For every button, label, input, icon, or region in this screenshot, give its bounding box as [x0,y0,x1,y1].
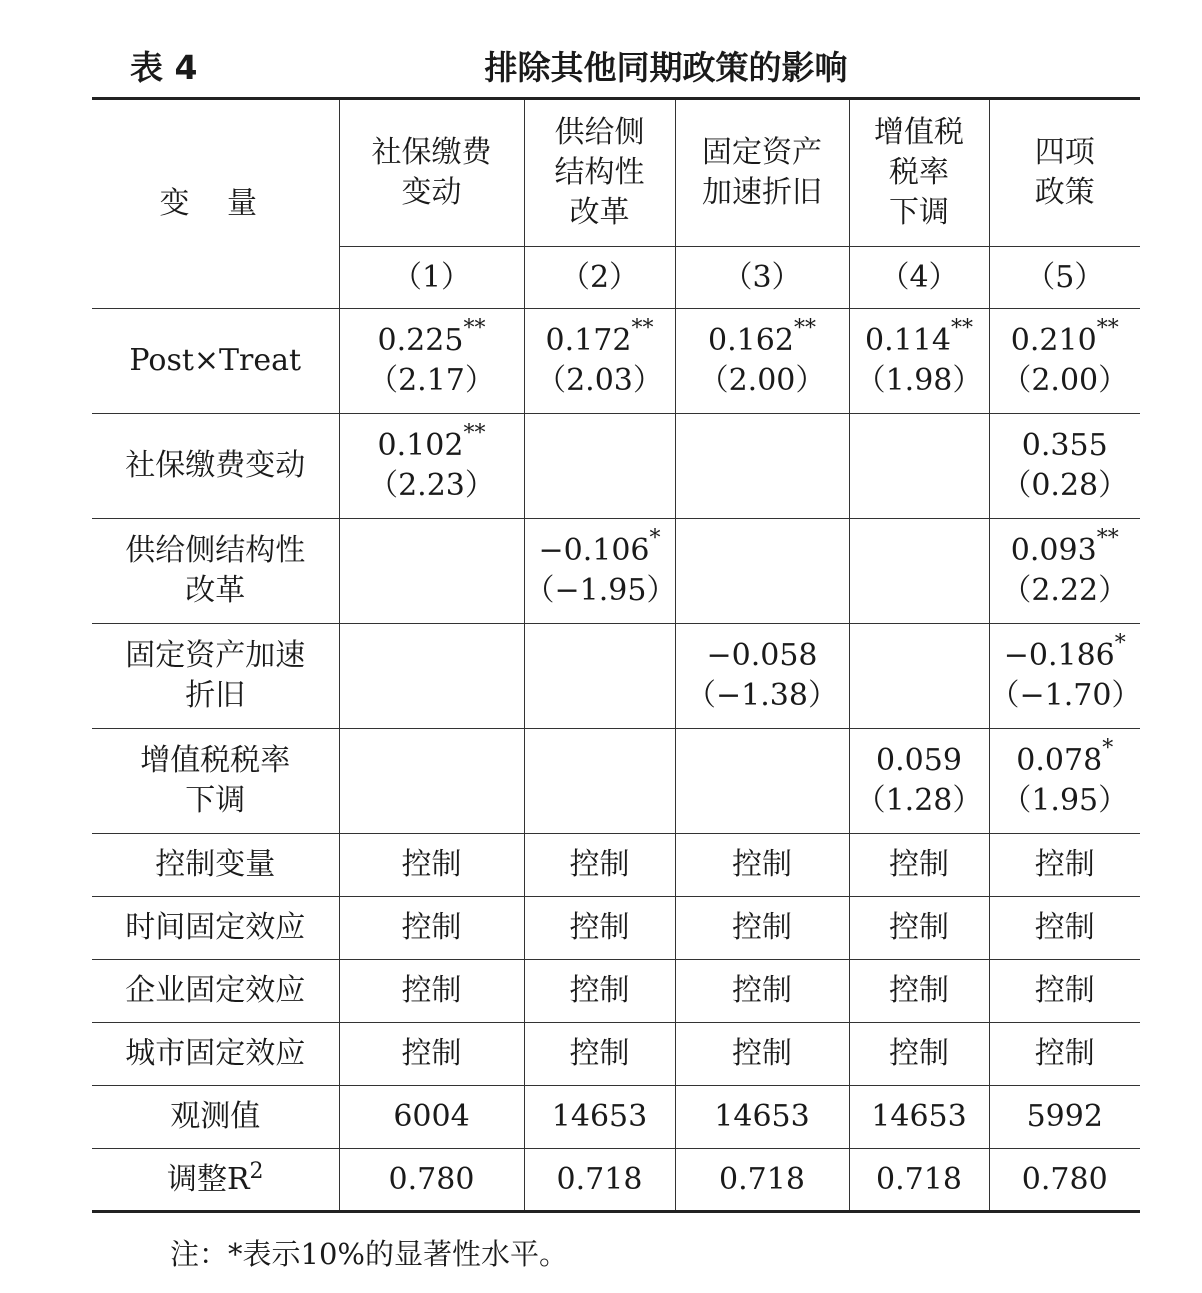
table-cell: 0.718 [675,1149,849,1212]
table-cell: 控制 [339,960,524,1023]
coefficient-cell [989,519,1140,624]
t-statistic: （2.00） [1001,363,1129,398]
header-row [92,99,1140,247]
table-cell: 控制 [849,834,989,897]
control-row [92,1086,1140,1149]
table-cell: 0.780 [989,1149,1140,1212]
row-label-line: 固定资产加速 [125,638,306,673]
table-cell: 控制 [524,960,675,1023]
coefficient-line [676,636,849,676]
coefficient-row [92,519,1140,624]
significance-stars: ** [1096,526,1119,551]
column-number: （1） [339,247,524,309]
significance-stars: ** [463,421,486,446]
coefficient-value: 0.172 [545,323,632,358]
coefficient-value: −0.186 [1003,638,1115,673]
coefficient-value: 0.078 [1016,743,1103,778]
table-cell: 控制 [849,897,989,960]
row-label: 企业固定效应 [92,960,339,1023]
table-label: 表 4 [130,48,198,87]
coefficient-value: 0.093 [1010,533,1097,568]
table-cell: 控制 [989,960,1140,1023]
significance-stars: ** [793,316,816,341]
table-cell: 控制 [989,834,1140,897]
coefficient-line [850,316,989,361]
coefficient-cell [989,729,1140,834]
column-name-line: 结构性 [554,155,645,190]
table-cell: 控制 [675,897,849,960]
coefficient-cell [524,624,675,729]
table-cell: 0.718 [524,1149,675,1212]
table-cell: 控制 [339,1023,524,1086]
coefficient-line [340,316,524,361]
column-header [524,99,675,247]
adjusted-r2-row [92,1149,1140,1212]
t-statistic: （2.00） [698,363,826,398]
row-label: 城市固定效应 [92,1023,339,1086]
coefficient-cell [849,309,989,414]
control-row [92,834,1140,897]
control-row [92,960,1140,1023]
column-name-line: 改革 [569,195,630,230]
coefficient-line [990,736,1141,781]
column-name-line: 固定资产 [702,135,822,170]
column-name-line: 税率 [889,155,949,190]
coefficient-line [990,526,1141,571]
t-statistic: （2.17） [368,363,495,398]
t-statistic: （−1.70） [989,678,1142,713]
column-number: （3） [675,247,849,309]
table-cell: 6004 [339,1086,524,1149]
coefficient-value: −0.058 [706,638,818,673]
column-name-line: 下调 [889,195,949,230]
coefficient-cell [989,414,1140,519]
column-header [849,99,989,247]
regression-table [92,97,1140,1213]
table-cell: 控制 [675,960,849,1023]
row-label [92,729,339,834]
coefficient-cell [675,414,849,519]
row-label [92,519,339,624]
coefficient-line [850,741,989,781]
row-label [92,414,339,519]
table-cell: 14653 [675,1086,849,1149]
table-cell: 控制 [339,834,524,897]
coefficient-row [92,729,1140,834]
table-cell: 控制 [849,1023,989,1086]
coefficient-line [990,631,1141,676]
row-label-line: 下调 [185,783,246,818]
table-cell: 14653 [849,1086,989,1149]
table-cell: 控制 [524,1023,675,1086]
coefficient-cell [524,309,675,414]
t-statistic: （1.98） [855,363,983,398]
t-statistic: （1.95） [1001,783,1129,818]
row-label [92,1149,339,1212]
row-label: 控制变量 [92,834,339,897]
control-row [92,1023,1140,1086]
table-note: 注：*表示10%的显著性水平。 [170,1237,568,1271]
table-cell: 14653 [524,1086,675,1149]
coefficient-cell [339,519,524,624]
significance-stars: ** [950,316,973,341]
table-cell: 控制 [524,897,675,960]
r2-label: 调整R [166,1161,250,1197]
column-header [339,99,524,247]
t-statistic: （2.23） [368,468,495,503]
table-cell: 5992 [989,1086,1140,1149]
coefficient-cell [849,519,989,624]
coefficient-row [92,624,1140,729]
coefficient-cell [524,519,675,624]
column-name-line: 供给侧 [554,115,645,150]
column-header [675,99,849,247]
significance-stars: * [1102,736,1114,761]
row-label-line: Post×Treat [129,343,302,378]
coefficient-value: 0.114 [865,323,951,358]
row-label [92,309,339,414]
coefficient-cell [524,729,675,834]
table-cell: 控制 [675,834,849,897]
coefficient-cell [675,519,849,624]
coefficient-value: −0.106 [538,533,650,568]
coefficient-cell [339,624,524,729]
table-title: 排除其他同期政策的影响 [484,48,848,87]
t-statistic: （2.03） [536,363,663,398]
control-row [92,897,1140,960]
t-statistic: （0.28） [1001,468,1129,503]
coefficient-value: 0.210 [1010,323,1097,358]
coefficient-value: 0.102 [377,428,464,463]
t-statistic: （1.28） [855,783,983,818]
table-cell: 0.718 [849,1149,989,1212]
column-name-line: 社保缴费 [371,135,492,170]
coefficient-value: 0.355 [1021,428,1108,463]
column-number: （5） [989,247,1140,309]
t-statistic: （2.22） [1001,573,1129,608]
t-statistic: （−1.38） [686,678,838,713]
column-name-line: 政策 [1034,175,1095,210]
significance-stars: * [1114,631,1126,656]
row-label: 观测值 [92,1086,339,1149]
coefficient-cell [849,414,989,519]
variable-header-label: 变 量 [159,186,272,221]
row-label: 时间固定效应 [92,897,339,960]
row-label [92,624,339,729]
coefficient-cell [675,309,849,414]
coefficient-line [525,526,675,571]
coefficient-value: 0.059 [876,743,962,778]
table-cell: 控制 [989,897,1140,960]
row-label-line: 社保缴费变动 [125,448,306,483]
coefficient-cell [989,624,1140,729]
coefficient-cell [849,729,989,834]
column-name-line: 增值税 [874,115,964,150]
t-statistic: （−1.95） [524,573,677,608]
coefficient-cell [524,414,675,519]
significance-stars: ** [631,316,654,341]
coefficient-line [525,316,675,361]
coefficient-cell [849,624,989,729]
table-cell: 控制 [989,1023,1140,1086]
row-label-line: 供给侧结构性 [125,533,306,568]
coefficient-cell [339,414,524,519]
row-label-line: 折旧 [185,678,246,713]
variable-header [92,99,339,309]
coefficient-line [990,316,1141,361]
table-title-row [0,40,1202,90]
coefficient-cell [339,309,524,414]
column-name-line: 加速折旧 [702,175,822,210]
column-number: （2） [524,247,675,309]
coefficient-value: 0.225 [377,323,464,358]
row-label-line: 改革 [185,573,246,608]
coefficient-line [990,426,1141,466]
coefficient-row [92,309,1140,414]
table-cell: 控制 [849,960,989,1023]
r2-superscript: 2 [249,1158,264,1184]
row-label-line: 增值税税率 [140,743,291,778]
significance-stars: * [649,526,661,551]
coefficient-value: 0.162 [708,323,794,358]
significance-stars: ** [463,316,486,341]
table-cell: 0.780 [339,1149,524,1212]
table-cell: 控制 [524,834,675,897]
table-cell: 控制 [339,897,524,960]
significance-stars: ** [1096,316,1119,341]
coefficient-row [92,414,1140,519]
coefficient-line [676,316,849,361]
column-header [989,99,1140,247]
coefficient-cell [675,729,849,834]
column-name-line: 变动 [401,175,462,210]
coefficient-cell [675,624,849,729]
column-number: （4） [849,247,989,309]
coefficient-cell [989,309,1140,414]
coefficient-cell [339,729,524,834]
column-name-line: 四项 [1034,135,1095,170]
table-cell: 控制 [675,1023,849,1086]
coefficient-line [340,421,524,466]
